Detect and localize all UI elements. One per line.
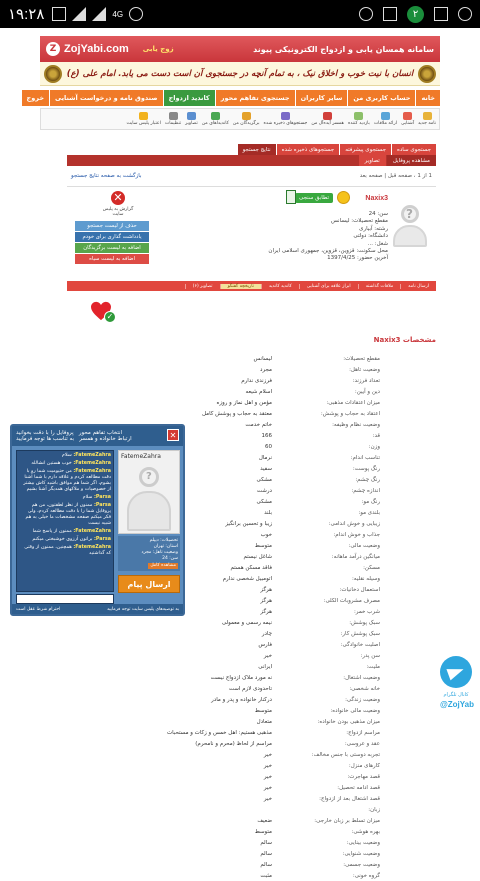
detail-label: شرب خمر: <box>353 608 380 615</box>
no-location-icon <box>359 7 373 21</box>
profile-summary: سن: 24 مقطع تحصیلات: لیسانس رشته: آبیاری دانشگاه: دولتی شغل: ... محل سکونت: قزوین، قزوین، جمهوری اسلامی ایران آخرین حضور: 1397/4/25 <box>268 211 388 262</box>
detail-label: رنگ پوست: <box>352 465 380 472</box>
detail-value: چادر <box>261 630 272 637</box>
detail-label: اعتقاد به حجاب و پوشش: <box>320 410 380 417</box>
detail-row <box>70 683 380 694</box>
nav-tab-home[interactable]: خانه <box>416 90 440 106</box>
detail-label: مسکن: <box>363 564 380 571</box>
detail-value: بلند <box>264 509 272 516</box>
detail-value: مثبت <box>260 872 272 879</box>
iconbar-intro[interactable]: آشنایی <box>401 112 414 126</box>
chat-message-text: ممنون از نظر لطفتون، من هم پروفایل شما را با دقت مطالعه کردم، ولی فکر میکنم صفحه مشخصات ما خیلی به هم شبیه نیست <box>25 503 111 526</box>
detail-value: مشکی <box>256 476 272 483</box>
detail-value: فرزندی ندارم <box>241 377 272 384</box>
chat-footer: به توصیه‌های پلیس سایت توجه فرمایید احترام شرط عقل است <box>12 604 183 614</box>
visitors-icon <box>354 112 363 120</box>
detail-label: وضعیت بینایی: <box>346 839 380 846</box>
chat-avatar-name: FatemeZahra <box>121 453 161 460</box>
detail-value: ضعیف <box>257 817 272 824</box>
detail-label: قصد اشتغال بعد از ازدواج: <box>319 795 380 802</box>
detail-label: میزان تسلط بر زبان خارجی: <box>314 817 380 824</box>
detail-value: مؤمن و اهل نماز و روزه <box>216 399 272 406</box>
iconbar-settings[interactable]: تنظیمات <box>165 112 181 126</box>
chat-message-author: FatemeZahra: <box>73 469 111 474</box>
chat-title-1: انتخاب تفاهم محور پروفایل را با دقت بخوانید <box>16 430 123 436</box>
detail-label: وزن: <box>368 443 380 450</box>
candidates-icon <box>211 112 220 120</box>
tab-view-profile[interactable]: مشاهده پروفایل <box>387 155 436 166</box>
iconbar-police-credit[interactable]: اعتبار پلیس سایت <box>126 112 160 126</box>
site-banner <box>40 36 440 62</box>
tab-simple-search[interactable]: جستجوی ساده <box>392 144 436 155</box>
search-tabs <box>67 144 436 155</box>
detail-label: زیبایی و خوش اندامی: <box>328 520 380 527</box>
heart-icon <box>403 112 412 120</box>
add-favorite-button[interactable]: اضافه به لیست برگزیدگان <box>75 243 149 253</box>
detail-value: خیر <box>263 751 272 758</box>
detail-label: رنگ چشم: <box>355 476 380 483</box>
nav-tab-account[interactable]: حساب کاربری من <box>348 90 415 106</box>
chat-message-text: براتون آرزوی خوشبختی میکنم <box>32 537 93 542</box>
detail-label: زبان: <box>368 806 380 813</box>
add-note-button[interactable]: یادداشت گذاری برای خودم <box>75 232 149 242</box>
detail-label: مصرف مشروبات الکلی: <box>323 597 380 604</box>
profile-action-bar <box>67 281 436 291</box>
detail-value: متعادل <box>256 718 272 725</box>
chat-message-text: سلام <box>82 495 93 500</box>
chat-user-info: تحصیلات: دیپلم استان: تهران وضعیت تاهل: مجرد سن: 24 مشاهده کامل <box>118 536 180 571</box>
detail-label: میانگین درآمد ماهانه: <box>331 553 380 560</box>
detail-label: وسیله نقلیه: <box>351 575 380 582</box>
detail-row <box>70 749 380 760</box>
detail-value: اسلام شیعه <box>245 388 272 395</box>
detail-value: هرگز <box>260 597 272 604</box>
meetings-link[interactable]: ملاقات گذاشته <box>358 284 401 289</box>
detail-value: 60 <box>265 443 272 450</box>
document-icon[interactable] <box>286 190 296 204</box>
tab-saved-searches[interactable]: جستجوهای ذخیره شده <box>277 144 340 155</box>
clock: ۱۹:۲۸ <box>8 6 45 23</box>
detail-row <box>70 859 380 870</box>
photos-link[interactable]: تصاویر (۶) <box>185 284 220 289</box>
detail-value: خیر <box>263 652 272 659</box>
detail-label: اندازه چشم: <box>351 487 380 494</box>
detail-value: متوسط <box>254 828 272 835</box>
stars-icon <box>139 112 148 120</box>
detail-row <box>70 639 380 650</box>
chat-message-text: من حتیومیت شما رو با دقت مطالعه کردم و علاقه دارم با شما آشنا بشوم، اگر شما هم موافق باشید کاش بیشتر از خصوصیات و ملاکهای همدیگر آشنا بشیم <box>23 469 111 492</box>
iconbar-meeting[interactable]: ارائه ملاقات <box>374 112 397 126</box>
detail-label: وضعیت تاهل: <box>349 366 380 373</box>
logo-mark-icon: Z <box>46 42 60 56</box>
chat-input[interactable] <box>16 594 114 604</box>
star-icon <box>242 112 251 120</box>
detail-row <box>70 738 380 749</box>
detail-value: مجرد <box>260 366 272 373</box>
profile-tabs <box>67 155 436 166</box>
detail-label: تناسب اندام: <box>350 454 380 461</box>
detail-value: نیمه رسمی و معمولی <box>221 619 272 626</box>
detail-value: زیبا و تحسین برانگیز <box>225 520 272 527</box>
detail-row <box>70 386 380 397</box>
detail-row <box>70 705 380 716</box>
detail-row <box>70 727 380 738</box>
back-to-results-link[interactable]: بازگشت به صفحه نتایج جستجو <box>71 173 142 179</box>
tab-photos[interactable]: تصاویر <box>359 155 386 166</box>
alarm-icon <box>129 7 143 21</box>
detail-value: نرمال <box>258 454 272 461</box>
detail-value: سالم <box>260 850 272 857</box>
chat-side-panel <box>118 450 182 593</box>
detail-label: کارهای منزل: <box>348 762 380 769</box>
telegram-plane-icon <box>446 664 465 681</box>
chat-message <box>19 537 111 543</box>
chat-message-text: خوب هستین انشالله <box>31 461 72 466</box>
detail-value: خیر <box>263 784 272 791</box>
chat-message-author: FatemeZahra: <box>73 453 111 458</box>
detail-row <box>70 716 380 727</box>
notification-badge: ۲ <box>407 6 424 23</box>
chat-message-author: FatemeZahra: <box>73 545 111 550</box>
detail-value: فارس <box>258 641 272 648</box>
detail-label: سن پدر: <box>360 652 380 659</box>
medal-icon <box>44 65 62 83</box>
chat-message-author: Parsa: <box>93 537 111 542</box>
detail-label: مقطع تحصیلات: <box>343 355 380 362</box>
detail-value: شاغل نیستم <box>243 553 272 560</box>
detail-row <box>70 837 380 848</box>
profile-username[interactable]: Naxix3 <box>365 195 388 202</box>
clock-alarm-icon <box>458 7 472 21</box>
chat-window <box>10 424 185 616</box>
quote-strip <box>40 62 440 86</box>
express-interest-link[interactable]: ابراز علاقه برای آشنایی <box>299 284 358 289</box>
detail-value: اتومبیل شخصی ندارم <box>222 575 272 582</box>
detail-value: مذهبی هستیم: اهل خمس و زکات و مستحبات <box>166 729 272 736</box>
iconbar-candidates[interactable]: کاندیداهای من <box>202 112 229 126</box>
chat-message <box>19 453 111 459</box>
report-to-police[interactable]: ✕ گزارش به پلیس سایت <box>102 191 134 217</box>
nav-tab-mailbox[interactable]: صندوق نامه و درخواست آشنایی <box>50 90 163 106</box>
detail-row <box>70 408 380 419</box>
detail-label: قصد مهاجرت: <box>347 773 380 780</box>
detail-label: جذاب و خوش اندام: <box>333 531 380 538</box>
chat-history-link[interactable]: تاریخچه گفتگو <box>220 284 261 289</box>
remove-from-search-button[interactable]: حذف از لیست جستجو <box>75 221 149 231</box>
detail-row <box>70 771 380 782</box>
gear-icon <box>169 112 178 120</box>
logo-text: ZojYabi.com <box>64 43 129 55</box>
question-mark-icon: ? <box>146 471 152 482</box>
ideal-spouse-icon <box>323 112 332 120</box>
site-logo[interactable] <box>46 42 174 56</box>
web-page <box>0 28 480 879</box>
candidate-link[interactable]: کاندید کاندید <box>261 284 299 289</box>
telegram-button[interactable] <box>440 656 472 688</box>
nav-tab-search[interactable]: جستجوی تفاهم محور <box>216 90 295 106</box>
telegram-handle[interactable]: @ZojYab <box>439 700 474 709</box>
detail-value: خیر <box>263 762 272 769</box>
chat-message <box>19 495 111 501</box>
detail-row <box>70 617 380 628</box>
detail-value: سفید <box>260 465 272 472</box>
detail-row <box>70 815 380 826</box>
detail-row <box>70 397 380 408</box>
detail-row <box>70 364 380 375</box>
chat-close-button[interactable]: ✕ <box>167 429 179 441</box>
signal-icon <box>72 7 86 21</box>
iconbar-ideal[interactable]: همسر آیده‌آل من <box>311 112 344 126</box>
chat-message <box>19 461 111 467</box>
detail-value: تاحدودی لازم است <box>228 685 272 692</box>
telegram-label: کانال تلگرام <box>443 692 469 698</box>
mail-icon <box>423 112 432 120</box>
image-icon <box>434 7 448 21</box>
detail-row <box>70 672 380 683</box>
detail-value: سالم <box>260 839 272 846</box>
detail-row <box>70 694 380 705</box>
close-x-icon: ✕ <box>111 191 125 205</box>
chat-avatar[interactable] <box>118 450 180 534</box>
chat-titlebar <box>12 426 183 446</box>
detail-value: سالم <box>260 861 272 868</box>
send-mail-link[interactable]: ارسال نامه <box>400 284 436 289</box>
detail-label: میزان مذهبی بودن خانواده: <box>317 718 380 725</box>
detail-label: استعمال دخانیات: <box>339 586 380 593</box>
detail-label: سبک پوشش: <box>349 619 380 626</box>
detail-label: اصلیت خانوادگی: <box>340 641 380 648</box>
detail-value: خوب <box>260 531 272 538</box>
detail-row <box>70 628 380 639</box>
add-blacklist-button[interactable]: اضافه به لیست سیاه <box>75 254 149 264</box>
detail-value: فاقد مسکن هستم <box>230 564 272 571</box>
view-full-profile-button[interactable]: مشاهده کامل <box>150 563 176 568</box>
chat-messages[interactable] <box>16 450 114 592</box>
detail-value: ایرانی <box>258 663 272 670</box>
detail-value: 166 <box>261 432 272 439</box>
detail-value: خاتم خدمت <box>245 421 272 428</box>
chat-message-text: ممنون از پاسخ شما <box>32 529 72 534</box>
detail-value: خیر <box>263 795 272 802</box>
detail-row <box>70 760 380 771</box>
send-message-button[interactable]: ارسال پیام <box>118 575 180 593</box>
chat-message <box>19 469 111 493</box>
gallery-icon <box>52 7 66 21</box>
iconbar-new-mail[interactable]: نامه جدید <box>418 112 436 126</box>
detail-value: درکنار خانواده و پدر و مادر <box>211 696 272 703</box>
logo-fa-text: زوج یابی <box>142 45 174 53</box>
compatibility-button[interactable]: تطابق سنجی <box>295 193 333 203</box>
nav-tab-candidates[interactable]: کاندید ازدواج <box>164 90 215 106</box>
iconbar-favorites[interactable]: برگزیدگان من <box>233 112 260 126</box>
quick-iconbar <box>40 108 440 130</box>
detail-value: هرگز <box>260 608 272 615</box>
detail-value: خیر <box>263 773 272 780</box>
smiley-icon <box>337 191 350 204</box>
detail-label: وضعیت مالی: <box>348 542 380 549</box>
detail-row <box>70 661 380 672</box>
chat-message-author: Parsa: <box>93 503 111 508</box>
detail-label: مراسم ازدواج: <box>346 729 380 736</box>
signal-icon-2 <box>92 7 106 21</box>
detail-label: گروه خونی: <box>352 872 380 879</box>
chat-message-text: همچنین، ممنون از وقتی که گذاشتید <box>24 545 111 556</box>
detail-label: بلندی مو: <box>358 509 380 516</box>
iconbar-saved-searches[interactable]: جستجوهای ذخیره شده <box>264 112 308 126</box>
detail-label: وضعیت اشتغال: <box>343 674 380 681</box>
detail-value: نه مورد ملاک ازدواج نیست <box>210 674 272 681</box>
detail-row <box>70 793 380 804</box>
tab-search-results[interactable]: نتایج جستجو <box>238 144 276 155</box>
status-bar <box>0 0 480 28</box>
detail-value: متوسط <box>254 542 272 549</box>
detail-row <box>70 353 380 364</box>
detail-label: سبک پوشش کار: <box>340 630 380 637</box>
detail-label: وضعیت نظام وظیفه: <box>332 421 380 428</box>
detail-label: وضعیت شنوایی: <box>342 850 380 857</box>
detail-label: قد: <box>372 432 380 439</box>
details-title: مشخصات Naxix3 <box>373 336 436 344</box>
detail-label: تجربه دوستی با جنس مخالف: <box>311 751 380 758</box>
chat-message-text: سلام <box>61 453 72 458</box>
chat-message <box>19 503 111 527</box>
detail-label: وضعیت جسمی: <box>343 861 380 868</box>
iconbar-photos[interactable]: تصاویر <box>185 112 198 126</box>
detail-row <box>70 870 380 881</box>
detail-label: رنگ مو: <box>361 498 380 505</box>
checkmark-icon: ✓ <box>104 311 116 323</box>
detail-label: خانه شخصی: <box>349 685 380 692</box>
chat-message-author: Parsa: <box>93 495 111 500</box>
chat-message-author: FatemeZahra: <box>73 529 111 534</box>
detail-row <box>70 804 380 815</box>
profile-card <box>67 186 436 281</box>
medal-icon-right <box>418 65 436 83</box>
detail-value: مراسم از لحاظ (محرم و نامحرم) <box>195 740 272 747</box>
detail-label: دین و آیین: <box>354 388 380 395</box>
pager <box>67 170 436 182</box>
network-type: 4G <box>112 9 124 19</box>
detail-value: لیسانس <box>253 355 272 362</box>
chat-title-2: ارتباط خانواده و همسر به تناسب ها توجه فرمایید <box>16 436 132 442</box>
shield-icon <box>383 7 397 21</box>
nav-tab-users[interactable]: سایر کاربران <box>296 90 348 106</box>
nav-tab-logout[interactable]: خروج <box>22 90 49 106</box>
profile-avatar[interactable] <box>390 201 430 249</box>
detail-row <box>70 650 380 661</box>
main-nav <box>26 90 440 106</box>
site-tagline: سامانه همسان یابی و ازدواج الکترونیکی پیوند <box>253 44 434 54</box>
detail-label: عقد و عروسی: <box>344 740 380 747</box>
detail-label: بهره هوشی: <box>351 828 380 835</box>
photos-icon <box>187 112 196 120</box>
detail-row <box>70 375 380 386</box>
detail-value: مشکی <box>256 498 272 505</box>
detail-label: ملیت: <box>366 663 380 670</box>
detail-value: هرگز <box>260 586 272 593</box>
saved-search-icon <box>281 112 290 120</box>
pager-info[interactable]: 1 از 1 ، صفحه قبل | صفحه بعد <box>359 173 432 179</box>
chat-message <box>19 529 111 535</box>
detail-label: وضعیت زندگی: <box>345 696 380 703</box>
detail-label: میزان اعتقادات مذهبی: <box>326 399 380 406</box>
tab-advanced-search[interactable]: جستجوی پیشرفته <box>340 144 391 155</box>
detail-label: تعداد فرزند: <box>352 377 380 384</box>
meeting-icon <box>381 112 390 120</box>
detail-label: قصد ادامه تحصیل: <box>337 784 380 791</box>
detail-row <box>70 782 380 793</box>
detail-value: معتقد به حجاب و پوشش کامل <box>201 410 272 417</box>
status-icons-left <box>52 7 143 21</box>
profile-actions <box>75 221 149 264</box>
status-icons-right <box>359 6 472 23</box>
question-mark-icon: ? <box>406 207 413 221</box>
quote-text: انسان با نیت خوب و اخلاق نیک ، به تمام آنچه در جستجوی آن است دست می یابد. امام علی (ع) <box>66 68 414 79</box>
detail-value: درشت <box>256 487 272 494</box>
detail-value: متوسط <box>254 707 272 714</box>
chat-message-author: FatemeZahra: <box>73 461 111 466</box>
detail-label: وضعیت مالی خانواده: <box>330 707 380 714</box>
chat-message <box>19 545 111 557</box>
iconbar-visitors[interactable]: بازدید کننده <box>348 112 370 126</box>
detail-row <box>70 848 380 859</box>
detail-row <box>70 826 380 837</box>
match-heart <box>90 301 120 325</box>
